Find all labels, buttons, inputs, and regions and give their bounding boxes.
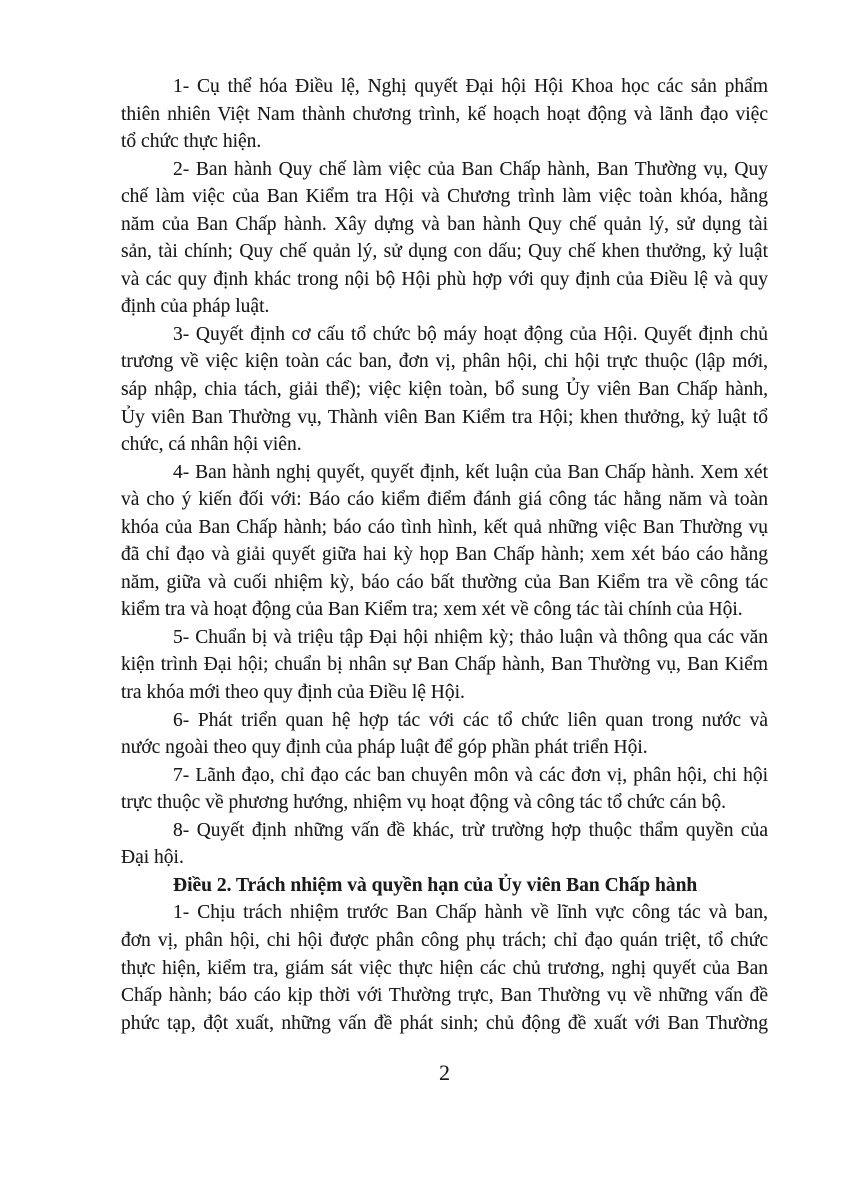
text-line: 1- Chịu trách nhiệm trước Ban Chấp hành về lĩnh vực công tác và ban,	[173, 902, 768, 924]
text-line: tổ chức thực hiện.	[121, 131, 262, 153]
text-line: định của pháp luật.	[121, 296, 270, 318]
text-line: tra khóa mới theo quy định của Điều lệ Hội.	[121, 682, 465, 704]
text-line: 6- Phát triển quan hệ hợp tác với các tổ chức liên quan trong nước và	[173, 709, 768, 731]
paragraph	[121, 817, 768, 872]
text-line: thực hiện, kiểm tra, giám sát việc thực hiện các chủ trương, nghị quyết của Ban	[121, 957, 768, 979]
text-line: năm của Ban Chấp hành. Xây dựng và ban hành Quy chế quản lý, sử dụng tài	[121, 213, 768, 235]
text-line: 8- Quyết định những vấn đề khác, trừ trường hợp thuộc thẩm quyền của	[173, 819, 768, 841]
section-heading: Điều 2. Trách nhiệm và quyền hạn của Ủy viên Ban Chấp hành	[173, 874, 698, 896]
text-line: và cho ý kiến đối với: Báo cáo kiểm điểm đánh giá công tác hằng năm và toàn	[121, 489, 768, 511]
text-line: Đại hội.	[121, 847, 184, 869]
text-line: đã chỉ đạo và giải quyết giữa hai kỳ họp Ban Chấp hành; xem xét báo cáo hằng	[121, 544, 768, 566]
text-line: thiên nhiên Việt Nam thành chương trình, kế hoạch hoạt động và lãnh đạo việc	[121, 103, 768, 125]
text-line: 2- Ban hành Quy chế làm việc của Ban Chấp hành, Ban Thường vụ, Quy	[173, 158, 768, 180]
text-line: Chấp hành; báo cáo kịp thời với Thường trực, Ban Thường vụ về những vấn đề	[121, 985, 768, 1007]
text-line: Ủy viên Ban Thường vụ, Thành viên Ban Kiểm tra Hội; khen thưởng, kỷ luật tổ	[121, 406, 768, 428]
paragraph	[121, 624, 768, 707]
text-line: phức tạp, đột xuất, những vấn đề phát sinh; chủ động đề xuất với Ban Thường	[121, 1012, 768, 1034]
paragraph	[121, 707, 768, 762]
text-line: kiện trình Đại hội; chuẩn bị nhân sự Ban Chấp hành, Ban Thường vụ, Ban Kiểm	[121, 654, 768, 676]
text-line: 4- Ban hành nghị quyết, quyết định, kết luận của Ban Chấp hành. Xem xét	[173, 461, 768, 483]
text-line: và các quy định khác trong nội bộ Hội phù hợp với quy định của Điều lệ và quy	[121, 268, 768, 290]
text-line: trương về việc kiện toàn các ban, đơn vị, phân hội, chi hội trực thuộc (lập mới,	[121, 351, 768, 373]
text-line: trực thuộc về phương hướng, nhiệm vụ hoạt động và công tác tổ chức cán bộ.	[121, 792, 726, 814]
text-line: chức, cá nhân hội viên.	[121, 434, 302, 456]
text-line: 5- Chuẩn bị và triệu tập Đại hội nhiệm kỳ; thảo luận và thông qua các văn	[173, 626, 768, 648]
page-number: 2	[439, 1060, 450, 1085]
text-line: sản, tài chính; Quy chế quản lý, sử dụng con dấu; Quy chế khen thưởng, kỷ luật	[121, 241, 768, 263]
document-body	[121, 73, 768, 1037]
paragraph	[121, 73, 768, 156]
paragraph	[121, 899, 768, 1037]
text-line: sáp nhập, chia tách, giải thể); việc kiện toàn, bổ sung Ủy viên Ban Chấp hành,	[121, 379, 768, 401]
text-line: 1- Cụ thể hóa Điều lệ, Nghị quyết Đại hội Hội Khoa học các sản phẩm	[173, 76, 768, 97]
text-line: 7- Lãnh đạo, chỉ đạo các ban chuyên môn và các đơn vị, phân hội, chi hội	[173, 764, 768, 786]
text-line: kiểm tra và hoạt động của Ban Kiểm tra; xem xét về công tác tài chính của Hội.	[121, 599, 743, 621]
paragraph	[121, 321, 768, 459]
text-line: đơn vị, phân hội, chi hội được phân công phụ trách; chỉ đạo quán triệt, tổ chức	[121, 929, 768, 951]
text-line: khóa của Ban Chấp hành; báo cáo tình hình, kết quả những việc Ban Thường vụ	[121, 516, 768, 538]
text-line: chế làm việc của Ban Kiểm tra Hội và Chương trình làm việc toàn khóa, hằng	[121, 186, 768, 208]
paragraph	[121, 459, 768, 624]
paragraph	[121, 762, 768, 817]
text-line: nước ngoài theo quy định của pháp luật để góp phần phát triển Hội.	[121, 737, 648, 759]
text-line: 3- Quyết định cơ cấu tổ chức bộ máy hoạt động của Hội. Quyết định chủ	[173, 323, 768, 345]
text-line: năm, giữa và cuối nhiệm kỳ, báo cáo bất thường của Ban Kiểm tra về công tác	[121, 571, 768, 593]
paragraph	[121, 156, 768, 321]
